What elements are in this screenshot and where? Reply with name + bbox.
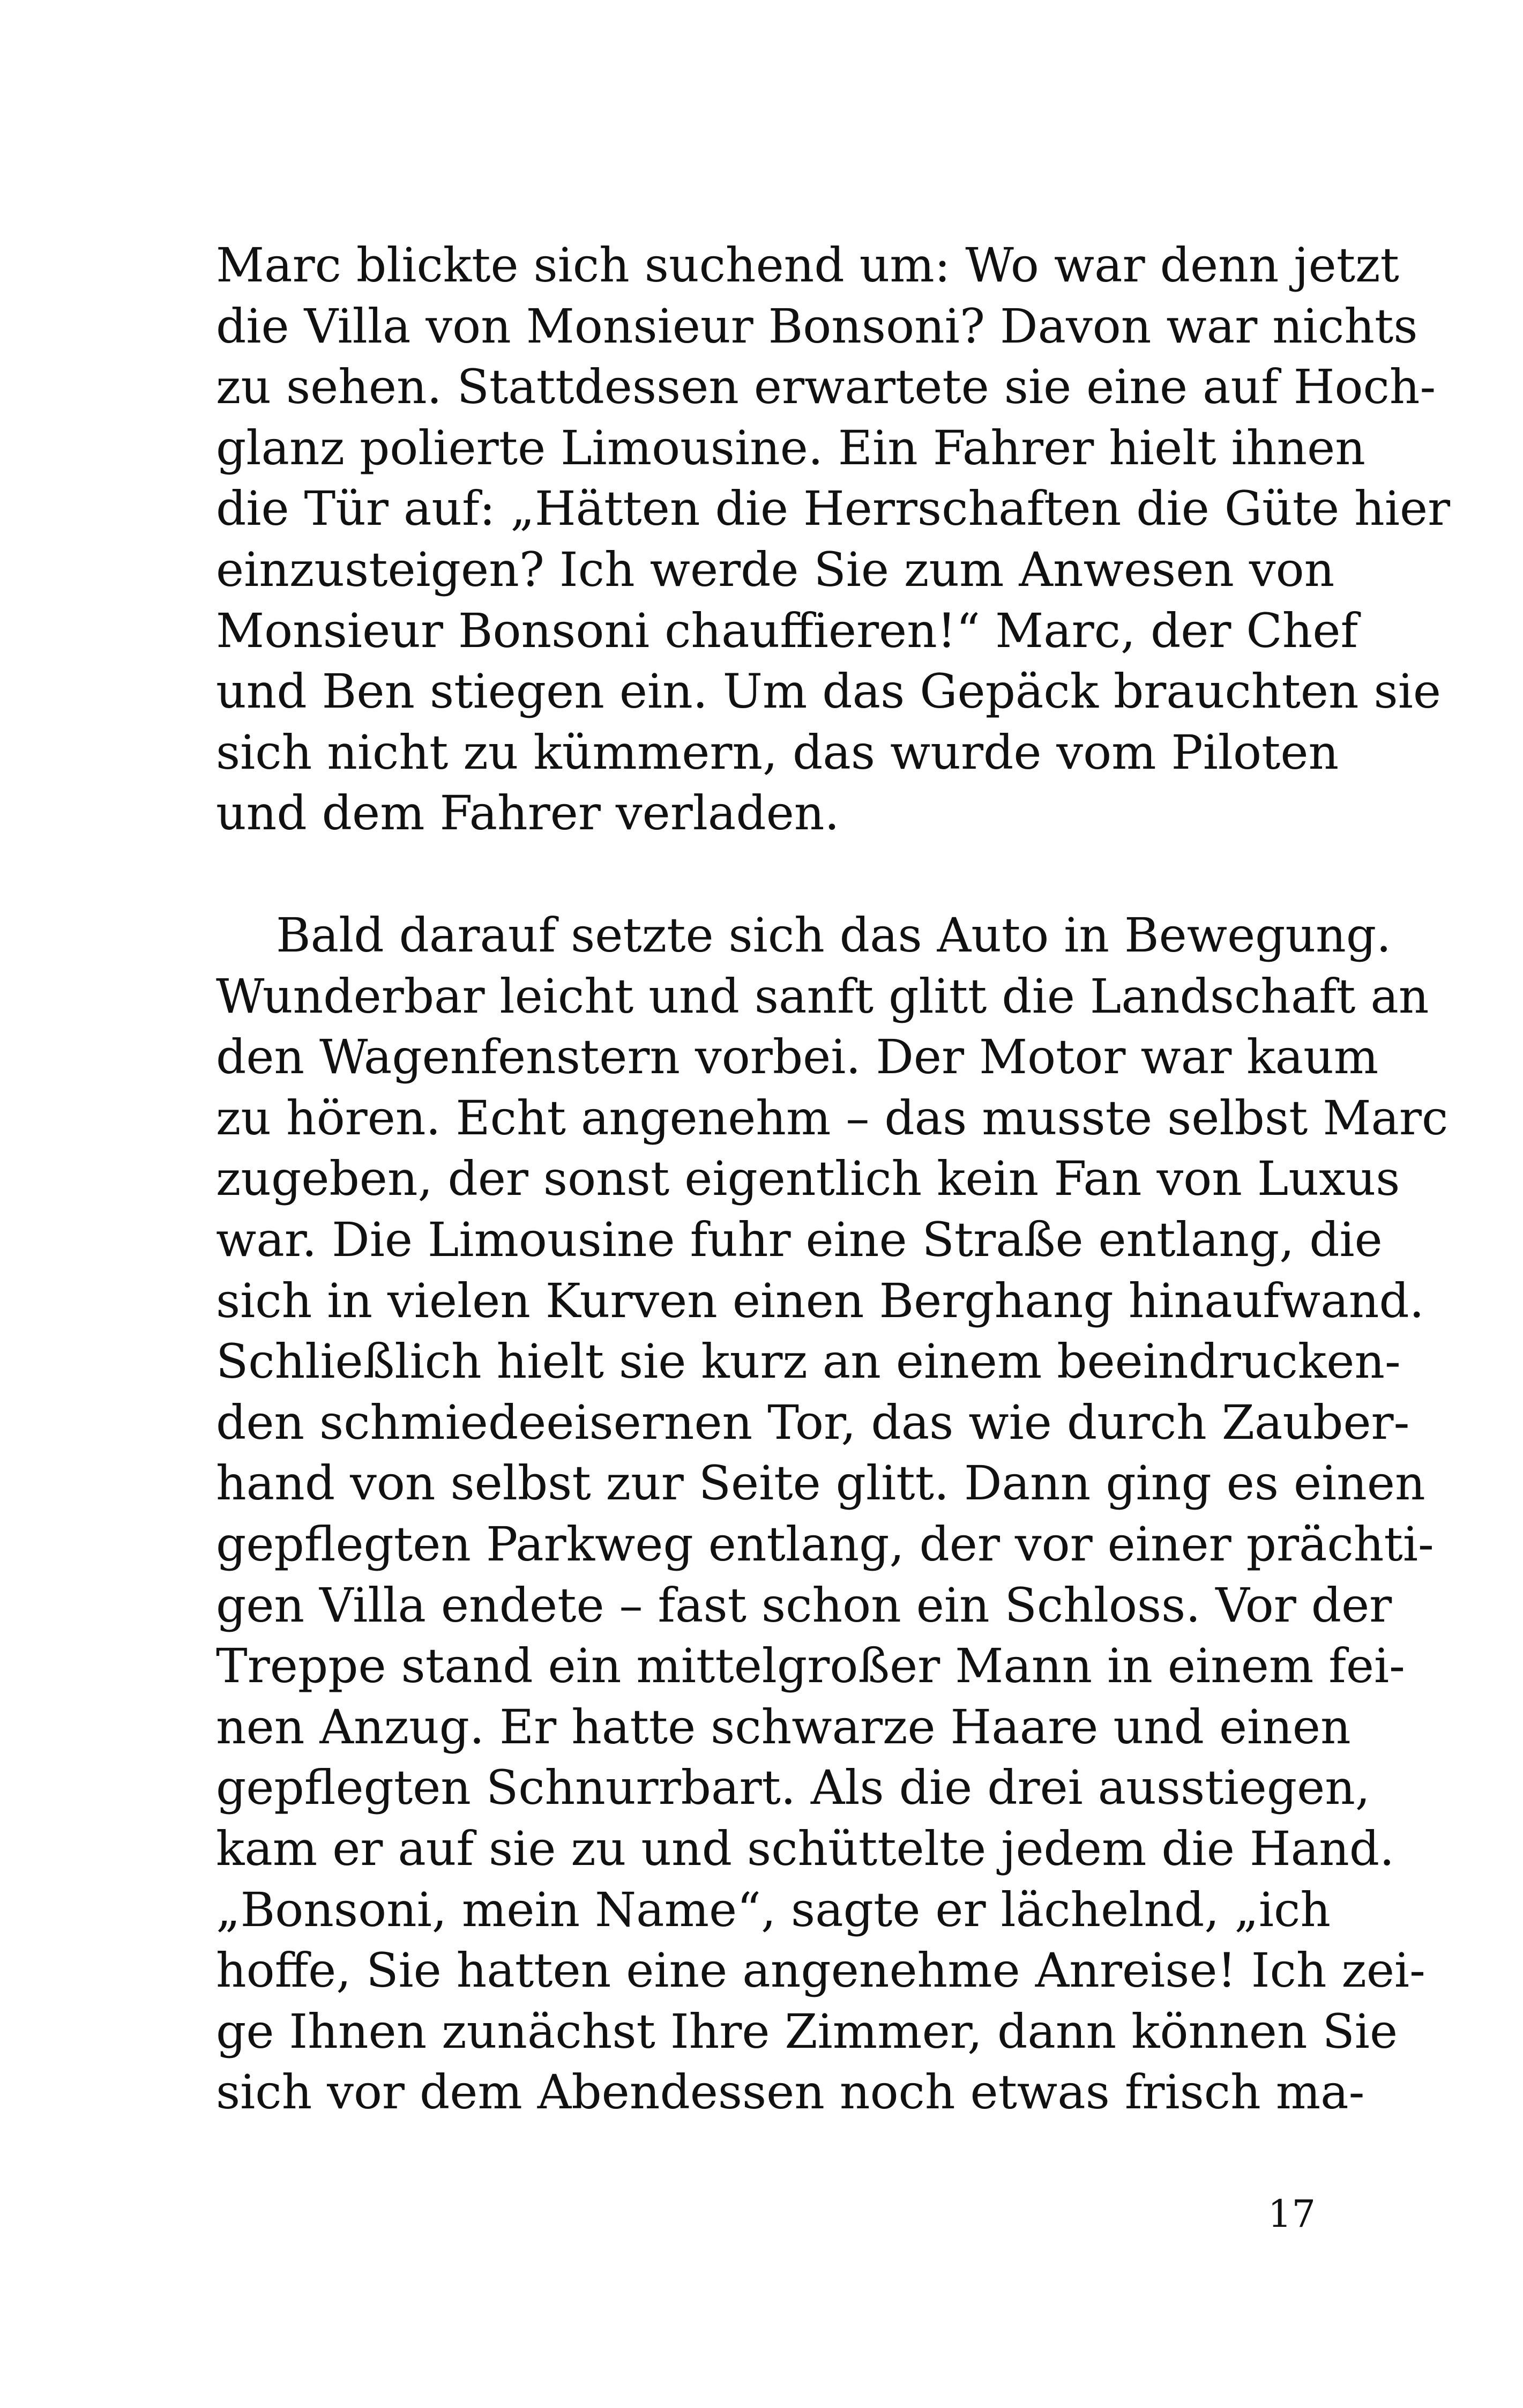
text-line: sich nicht zu kümmern, das wurde vom Piloten (216, 724, 1339, 780)
paragraph-1 (216, 235, 1451, 844)
text-line: die Tür auf: „Hätten die Herrschaften die Güte hier (216, 481, 1451, 537)
text-line: die Villa von Monsieur Bonsoni? Davon war nichts (216, 298, 1418, 354)
text-line: zugeben, der sonst eigentlich kein Fan von Luxus (216, 1151, 1400, 1207)
text-line: zu sehen. Stattdessen erwartete sie eine auf Hoch- (216, 359, 1436, 415)
paragraph-2 (216, 905, 1449, 2123)
text-line: den schmiedeeisernen Tor, das wie durch Zauber- (216, 1394, 1410, 1450)
text-line: war. Die Limousine fuhr eine Straße entlang, die (216, 1212, 1383, 1267)
text-line: den Wagenfenstern vorbei. Der Motor war kaum (216, 1029, 1379, 1085)
text-line: Monsieur Bonsoni chauffieren!“ Marc, der Chef (216, 603, 1358, 658)
text-line: Treppe stand ein mittelgroßer Mann in einem fei- (216, 1638, 1405, 1694)
text-line: und Ben stiegen ein. Um das Gepäck brauchten sie (216, 664, 1441, 719)
text-line: Marc blickte sich suchend um: Wo war denn jetzt (216, 237, 1399, 293)
text-line: einzusteigen? Ich werde Sie zum Anwesen von (216, 541, 1335, 597)
text-line: Schließlich hielt sie kurz an einem beeindrucken- (216, 1334, 1401, 1389)
text-line: gepflegten Schnurrbart. Als die drei ausstiegen, (216, 1760, 1370, 1816)
text-line: hoffe, Sie hatten eine angenehme Anreise! Ich zei- (216, 1943, 1425, 1998)
text-line: kam er auf sie zu und schüttelte jedem die Hand. (216, 1820, 1395, 1876)
text-line: gepflegten Parkweg entlang, der vor einer prächti- (216, 1516, 1434, 1572)
text-line: sich in vielen Kurven einen Berghang hinaufwand. (216, 1273, 1424, 1328)
text-line: und dem Fahrer verladen. (216, 785, 840, 841)
text-line: Bald darauf setzte sich das Auto in Bewegung. (276, 908, 1392, 963)
text-line: „Bonsoni, mein Name“, sagte er lächelnd, „ich (216, 1882, 1331, 1937)
text-line: glanz polierte Limousine. Ein Fahrer hielt ihnen (216, 420, 1365, 475)
text-line: hand von selbst zur Seite glitt. Dann ging es einen (216, 1455, 1425, 1511)
text-line: zu hören. Echt angenehm – das musste selbst Marc (216, 1090, 1449, 1146)
body-text (216, 235, 1451, 2123)
text-line: sich vor dem Abendessen noch etwas frisch ma- (216, 2064, 1365, 2120)
page-number: 17 (1267, 2192, 1316, 2236)
text-line: ge Ihnen zunächst Ihre Zimmer, dann können Sie (216, 2003, 1398, 2059)
text-line: gen Villa endete – fast schon ein Schloss. Vor der (216, 1577, 1392, 1633)
text-line: Wunderbar leicht und sanft glitt die Landschaft an (216, 968, 1429, 1024)
text-line: nen Anzug. Er hatte schwarze Haare und einen (216, 1699, 1351, 1755)
